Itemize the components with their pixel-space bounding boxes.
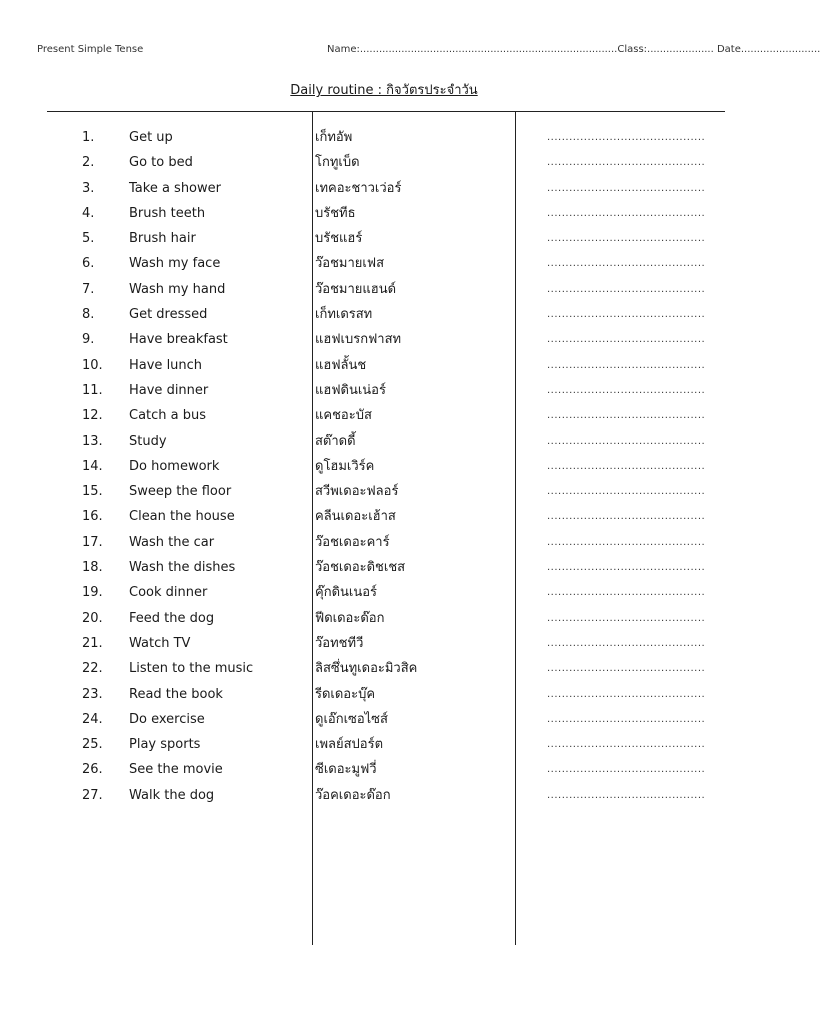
thai-pronunciation: แคชอะบัส <box>315 408 372 424</box>
english-phrase: Have breakfast <box>129 332 228 348</box>
thai-pronunciation: คุ๊กดินเนอร์ <box>315 585 378 601</box>
answer-blank[interactable]: ........................................... <box>547 789 706 801</box>
item-number: 4. <box>82 205 95 221</box>
list-item <box>0 732 768 757</box>
list-item <box>0 327 768 352</box>
answer-blank[interactable]: ........................................... <box>547 663 706 675</box>
item-number: 24. <box>82 711 103 727</box>
answer-blank[interactable]: ........................................... <box>547 713 706 725</box>
answer-blank[interactable]: ........................................... <box>547 359 706 371</box>
list-item <box>0 403 768 428</box>
thai-pronunciation: ว๊อชมายแฮนด์ <box>315 281 397 297</box>
list-item <box>0 783 768 808</box>
english-phrase: Wash my face <box>129 256 221 272</box>
list-item <box>0 125 768 150</box>
list-item <box>0 707 768 732</box>
thai-pronunciation: ว๊อชเดอะดิชเชส <box>315 560 406 576</box>
thai-pronunciation: โกทูเบ็ด <box>315 155 360 171</box>
english-phrase: Have lunch <box>129 357 203 373</box>
english-phrase: Cook dinner <box>129 585 208 601</box>
answer-blank[interactable]: ........................................... <box>547 283 706 295</box>
thai-pronunciation: ว๊อชเดอะคาร์ <box>315 534 390 550</box>
list-item <box>0 429 768 454</box>
item-number: 20. <box>82 610 103 626</box>
english-phrase: Go to bed <box>129 155 193 171</box>
item-number: 26. <box>82 762 103 778</box>
item-number: 18. <box>82 560 103 576</box>
thai-pronunciation: สต๊าดดี้ <box>315 433 356 449</box>
english-phrase: Get dressed <box>129 307 208 323</box>
answer-blank[interactable]: ........................................... <box>547 410 706 422</box>
thai-pronunciation: แฮฟลั้นช <box>315 357 367 373</box>
list-item <box>0 454 768 479</box>
english-phrase: Do homework <box>129 458 220 474</box>
item-number: 1. <box>82 130 95 145</box>
english-phrase: Walk the dog <box>129 787 215 803</box>
page-header <box>0 44 820 60</box>
english-phrase: Wash the car <box>129 534 215 550</box>
thai-pronunciation: เก็ทเดรสท <box>315 307 373 323</box>
thai-pronunciation: เทคอะชาวเว่อร์ <box>315 180 402 196</box>
item-number: 13. <box>82 433 103 449</box>
item-number: 2. <box>82 155 95 171</box>
item-number: 10. <box>82 357 103 373</box>
english-phrase: Feed the dog <box>129 610 215 626</box>
thai-pronunciation: แฮฟดินเน่อร์ <box>315 382 386 398</box>
worksheet-title: Daily routine : กิจวัตรประจำวัน <box>290 83 478 98</box>
answer-blank[interactable]: ........................................... <box>547 460 706 472</box>
answer-blank[interactable]: ........................................... <box>547 688 706 700</box>
item-number: 5. <box>82 231 95 247</box>
english-phrase: Listen to the music <box>129 661 254 677</box>
list-item <box>0 302 768 327</box>
thai-pronunciation: สวีพเดอะฟลอร์ <box>315 484 399 500</box>
item-number: 17. <box>82 534 103 550</box>
english-phrase: Brush teeth <box>129 205 206 221</box>
thai-pronunciation: ว๊อทชทีวี <box>315 635 364 651</box>
list-item <box>0 631 768 656</box>
answer-blank[interactable]: ........................................... <box>547 536 706 548</box>
english-phrase: Get up <box>129 130 173 145</box>
item-number: 23. <box>82 686 103 702</box>
english-phrase: Watch TV <box>129 635 191 651</box>
thai-pronunciation: ฟีดเดอะด๊อก <box>315 610 385 626</box>
list-item <box>0 555 768 580</box>
thai-pronunciation: เก็ทอัพ <box>315 130 353 145</box>
item-number: 12. <box>82 408 103 424</box>
item-number: 6. <box>82 256 95 272</box>
answer-blank[interactable]: ........................................... <box>547 309 706 321</box>
english-phrase: See the movie <box>129 762 223 778</box>
item-number: 7. <box>82 281 95 297</box>
subject-label: Present Simple Tense <box>37 44 144 55</box>
list-item <box>0 176 768 201</box>
english-phrase: Wash the dishes <box>129 560 236 576</box>
thai-pronunciation: ดูเอ๊กเซอไซส์ <box>315 711 388 727</box>
item-number: 11. <box>82 382 103 398</box>
list-item <box>0 682 768 707</box>
english-phrase: Sweep the floor <box>129 484 232 500</box>
answer-blank[interactable]: ........................................... <box>547 157 706 169</box>
english-phrase: Study <box>129 433 167 449</box>
item-number: 3. <box>82 180 95 196</box>
english-phrase: Read the book <box>129 686 223 702</box>
item-number: 15. <box>82 484 103 500</box>
list-item <box>0 277 768 302</box>
list-item <box>0 226 768 251</box>
english-phrase: Do exercise <box>129 711 205 727</box>
answer-blank[interactable]: ........................................... <box>547 182 706 194</box>
item-number: 25. <box>82 737 103 753</box>
thai-pronunciation: ซีเดอะมูฟวี่ <box>315 762 377 778</box>
item-number: 16. <box>82 509 103 525</box>
answer-blank[interactable]: ........................................... <box>547 486 706 498</box>
thai-pronunciation: ดูโฮมเวิร์ค <box>315 458 375 474</box>
item-number: 19. <box>82 585 103 601</box>
english-phrase: Play sports <box>129 737 201 753</box>
answer-blank[interactable]: ........................................... <box>547 562 706 574</box>
answer-blank[interactable]: ........................................... <box>547 612 706 624</box>
list-item <box>0 201 768 226</box>
thai-pronunciation: คลีนเดอะเฮ้าส <box>315 509 396 525</box>
list-item <box>0 378 768 403</box>
item-number: 22. <box>82 661 103 677</box>
list-item <box>0 606 768 631</box>
routine-list <box>0 125 768 808</box>
thai-pronunciation: ลิสซึ่นทูเดอะมิวสิค <box>315 661 418 677</box>
answer-blank[interactable]: ........................................... <box>547 384 706 396</box>
english-phrase: Brush hair <box>129 231 196 247</box>
list-item <box>0 757 768 782</box>
thai-pronunciation: บรัชทีธ <box>315 205 356 221</box>
answer-blank[interactable]: ........................................... <box>547 207 706 219</box>
list-item <box>0 353 768 378</box>
item-number: 9. <box>82 332 95 348</box>
thai-pronunciation: ว๊อคเดอะด๊อก <box>315 787 391 803</box>
answer-blank[interactable]: ........................................... <box>547 435 706 447</box>
answer-blank[interactable]: ........................................... <box>547 334 706 346</box>
thai-pronunciation: ว๊อชมายเฟส <box>315 256 384 272</box>
list-item <box>0 656 768 681</box>
answer-blank[interactable]: ........................................... <box>547 511 706 523</box>
answer-blank[interactable]: ........................................... <box>547 739 706 751</box>
answer-blank[interactable]: ........................................... <box>547 132 706 143</box>
header-divider <box>47 111 725 112</box>
list-item <box>0 251 768 276</box>
list-item <box>0 504 768 529</box>
english-phrase: Catch a bus <box>129 408 207 424</box>
thai-pronunciation: เพลย์สปอร์ต <box>315 737 384 753</box>
item-number: 27. <box>82 787 103 803</box>
english-phrase: Clean the house <box>129 509 235 525</box>
thai-pronunciation: รีดเดอะบุ๊ค <box>315 686 376 702</box>
list-item <box>0 150 768 175</box>
thai-pronunciation: บรัชแฮร์ <box>315 231 363 247</box>
english-phrase: Have dinner <box>129 382 209 398</box>
answer-blank[interactable]: ........................................... <box>547 233 706 245</box>
answer-blank[interactable]: ........................................... <box>547 258 706 270</box>
student-info-fields: Name:.................................................................................Class:..................... Date......................... <box>327 44 820 55</box>
english-phrase: Take a shower <box>129 180 221 196</box>
answer-blank[interactable]: ........................................... <box>547 764 706 776</box>
list-item <box>0 530 768 555</box>
list-item <box>0 580 768 605</box>
english-phrase: Wash my hand <box>129 281 226 297</box>
list-item <box>0 479 768 504</box>
answer-blank[interactable]: ........................................... <box>547 587 706 599</box>
answer-blank[interactable]: ........................................... <box>547 637 706 649</box>
item-number: 8. <box>82 307 95 323</box>
thai-pronunciation: แฮฟเบรกฟาสท <box>315 332 402 348</box>
item-number: 14. <box>82 458 103 474</box>
item-number: 21. <box>82 635 103 651</box>
